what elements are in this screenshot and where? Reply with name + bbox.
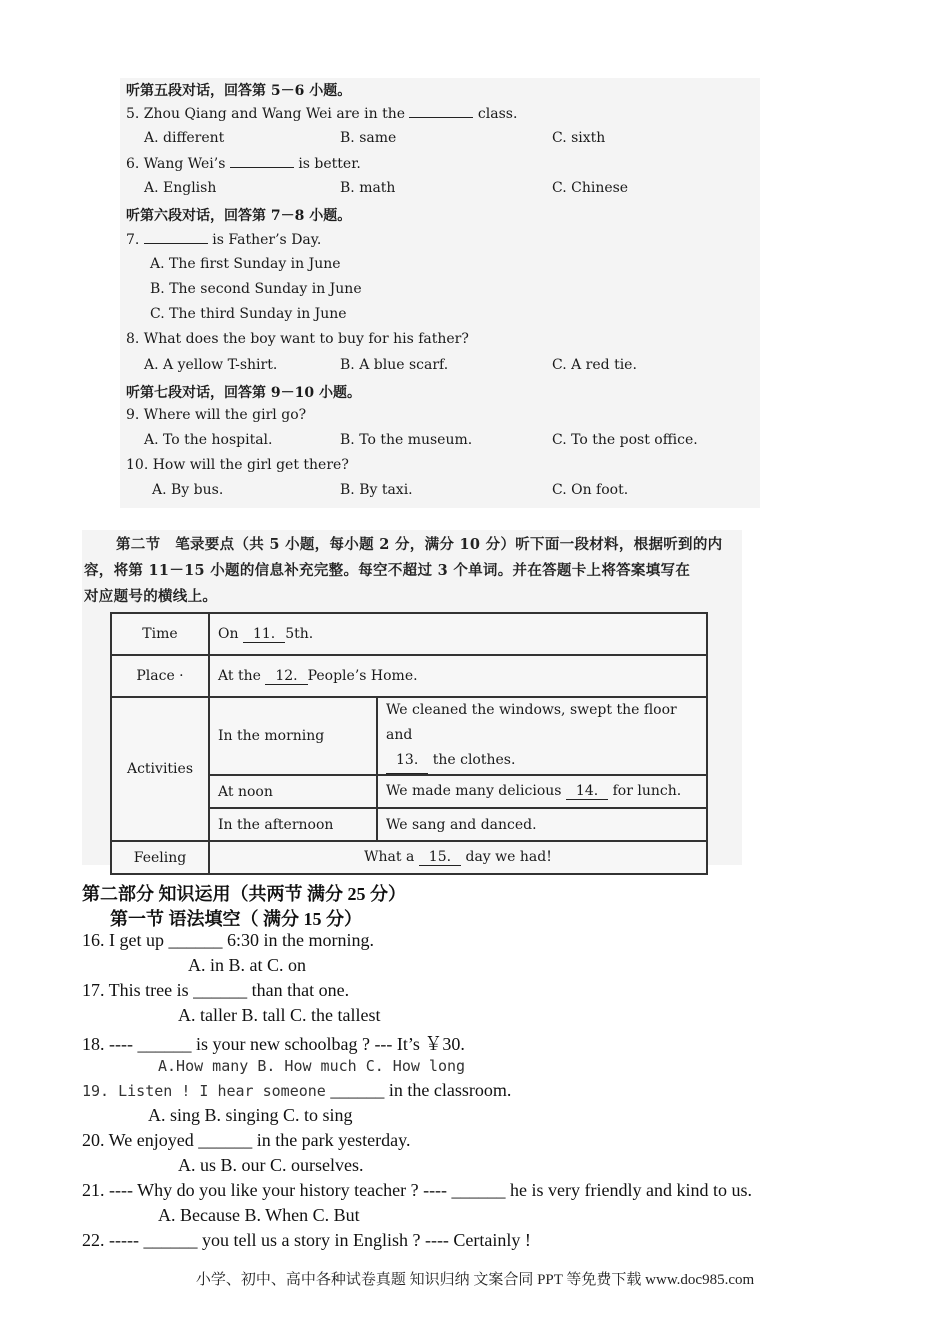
morning-text-a: We cleaned the windows, swept the floor and xyxy=(386,702,677,743)
q6-option-a: A. English xyxy=(144,180,217,196)
time-text-b: 5th. xyxy=(285,625,314,642)
dialogue5-instruction: 听第五段对话，回答第 5－6 小题。 xyxy=(126,83,352,99)
afternoon-label: In the afternoon xyxy=(209,808,377,841)
q8-option-c: C. A red tie. xyxy=(552,357,637,373)
notes-instruction-3: 对应题号的横线上。 xyxy=(84,588,218,605)
q20-options: A. us B. our C. ourselves. xyxy=(178,1155,364,1175)
blank-15: 15. xyxy=(419,849,461,866)
morning-cell xyxy=(377,697,707,775)
blank-12: 12. xyxy=(265,668,307,685)
notes-instruction-1: 第二节 笔录要点（共 5 小题，每小题 2 分，满分 10 分）听下面一段材料，根据听到的内 xyxy=(116,536,723,553)
feeling-text-a: What a xyxy=(364,849,415,865)
feeling-label: Feeling xyxy=(111,841,209,874)
q7-option-a: A. The first Sunday in June xyxy=(150,256,341,272)
q10-option-b: B. By taxi. xyxy=(340,482,413,498)
place-cell xyxy=(209,655,707,697)
q5-option-c: C. sixth xyxy=(552,130,606,146)
q5-blank xyxy=(409,105,473,118)
feeling-text-b: day we had! xyxy=(465,849,552,865)
q9-option-c: C. To the post office. xyxy=(552,432,698,448)
morning-text-b: the clothes. xyxy=(432,752,516,768)
q5-option-b: B. same xyxy=(340,130,397,146)
notes-scan xyxy=(82,530,742,865)
q6-option-c: C. Chinese xyxy=(552,180,629,196)
feeling-cell xyxy=(209,841,707,874)
afternoon-cell: We sang and danced. xyxy=(377,808,707,841)
q21-options: A. Because B. When C. But xyxy=(158,1205,360,1225)
q6-stem-b: is better. xyxy=(298,156,361,172)
q17-options: A. taller B. tall C. the tallest xyxy=(178,1005,381,1025)
notes-table xyxy=(110,612,708,875)
q19-options: A. sing B. singing C. to sing xyxy=(148,1105,353,1125)
question-10: 10. How will the girl get there? xyxy=(126,457,349,473)
activities-label: Activities xyxy=(111,697,209,841)
time-label: Time xyxy=(111,613,209,655)
dialogue7-instruction: 听第七段对话，回答第 9－10 小题。 xyxy=(126,385,361,401)
q7-stem-a: 7. xyxy=(126,232,140,248)
q7-blank xyxy=(144,231,208,244)
q9-option-a: A. To the hospital. xyxy=(144,432,273,448)
question-7 xyxy=(126,231,321,248)
question-20: 20. We enjoyed ______ in the park yesterday. xyxy=(82,1130,411,1150)
q8-option-b: B. A blue scarf. xyxy=(340,357,449,373)
row-time xyxy=(111,613,707,655)
q7-option-b: B. The second Sunday in June xyxy=(150,281,362,297)
q8-option-a: A. A yellow T-shirt. xyxy=(144,357,278,373)
noon-label: At noon xyxy=(209,775,377,808)
q10-option-c: C. On foot. xyxy=(552,482,629,498)
noon-text-b: for lunch. xyxy=(612,783,682,799)
question-16: 16. I get up ______ 6:30 in the morning. xyxy=(82,930,374,950)
part2-title: 第二部分 知识运用（共两节 满分 25 分） xyxy=(82,884,406,904)
q19-stem-b: ______ in the classroom. xyxy=(330,1080,512,1100)
time-cell xyxy=(209,613,707,655)
q19-stem-a: 19. Listen ! I hear someone xyxy=(82,1082,326,1100)
question-21: 21. ---- Why do you like your history teacher ? ---- ______ he is very friendly and kind to us. xyxy=(82,1180,752,1200)
time-text-a: On xyxy=(218,625,239,642)
q9-option-b: B. To the museum. xyxy=(340,432,473,448)
noon-cell xyxy=(377,775,707,808)
q7-option-c: C. The third Sunday in June xyxy=(150,306,347,322)
q5-stem-b: class. xyxy=(477,106,518,122)
place-text-a: At the xyxy=(218,667,261,684)
question-19 xyxy=(82,1080,511,1101)
place-label: Place · xyxy=(111,655,209,697)
place-text-b: People’s Home. xyxy=(307,667,418,684)
q18-options: A.How many B. How much C. How long xyxy=(158,1057,466,1075)
row-feeling xyxy=(111,841,707,874)
morning-label: In the morning xyxy=(209,697,377,775)
q6-option-b: B. math xyxy=(340,180,396,196)
section1-title: 第一节 语法填空（ 满分 15 分） xyxy=(110,909,362,929)
question-9: 9. Where will the girl go? xyxy=(126,407,307,423)
noon-text-a: We made many delicious xyxy=(386,783,562,799)
blank-14: 14. xyxy=(566,783,608,800)
q7-stem-b: is Father’s Day. xyxy=(212,232,322,248)
row-morning xyxy=(111,697,707,775)
q6-blank xyxy=(230,155,294,168)
listening-scan xyxy=(120,78,760,508)
question-8: 8. What does the boy want to buy for his father? xyxy=(126,331,469,347)
question-18: 18. ---- ______ is your new schoolbag ? --- It’s ￥30. xyxy=(82,1034,465,1054)
q16-options: A. in B. at C. on xyxy=(188,955,307,975)
q10-option-a: A. By bus. xyxy=(152,482,224,498)
blank-11: 11. xyxy=(243,626,285,643)
row-place xyxy=(111,655,707,697)
question-5 xyxy=(126,105,517,122)
q6-stem-a: 6. Wang Wei’s xyxy=(126,156,226,172)
dialogue6-instruction: 听第六段对话，回答第 7－8 小题。 xyxy=(126,208,352,224)
question-6 xyxy=(126,155,361,172)
notes-instruction-2: 容，将第 11－15 小题的信息补充完整。每空不超过 3 个单词。并在答题卡上将答案填写在 xyxy=(84,562,691,579)
q5-option-a: A. different xyxy=(144,130,225,146)
q5-stem-a: 5. Zhou Qiang and Wang Wei are in the xyxy=(126,106,406,122)
question-22: 22. ----- ______ you tell us a story in English ? ---- Certainly ! xyxy=(82,1230,531,1250)
blank-13: 13. xyxy=(386,748,428,774)
question-17: 17. This tree is ______ than that one. xyxy=(82,980,350,1000)
footer-text: 小学、初中、高中各种试卷真题 知识归纳 文案合同 PPT 等免费下载 www.doc985.com xyxy=(195,1272,755,1288)
